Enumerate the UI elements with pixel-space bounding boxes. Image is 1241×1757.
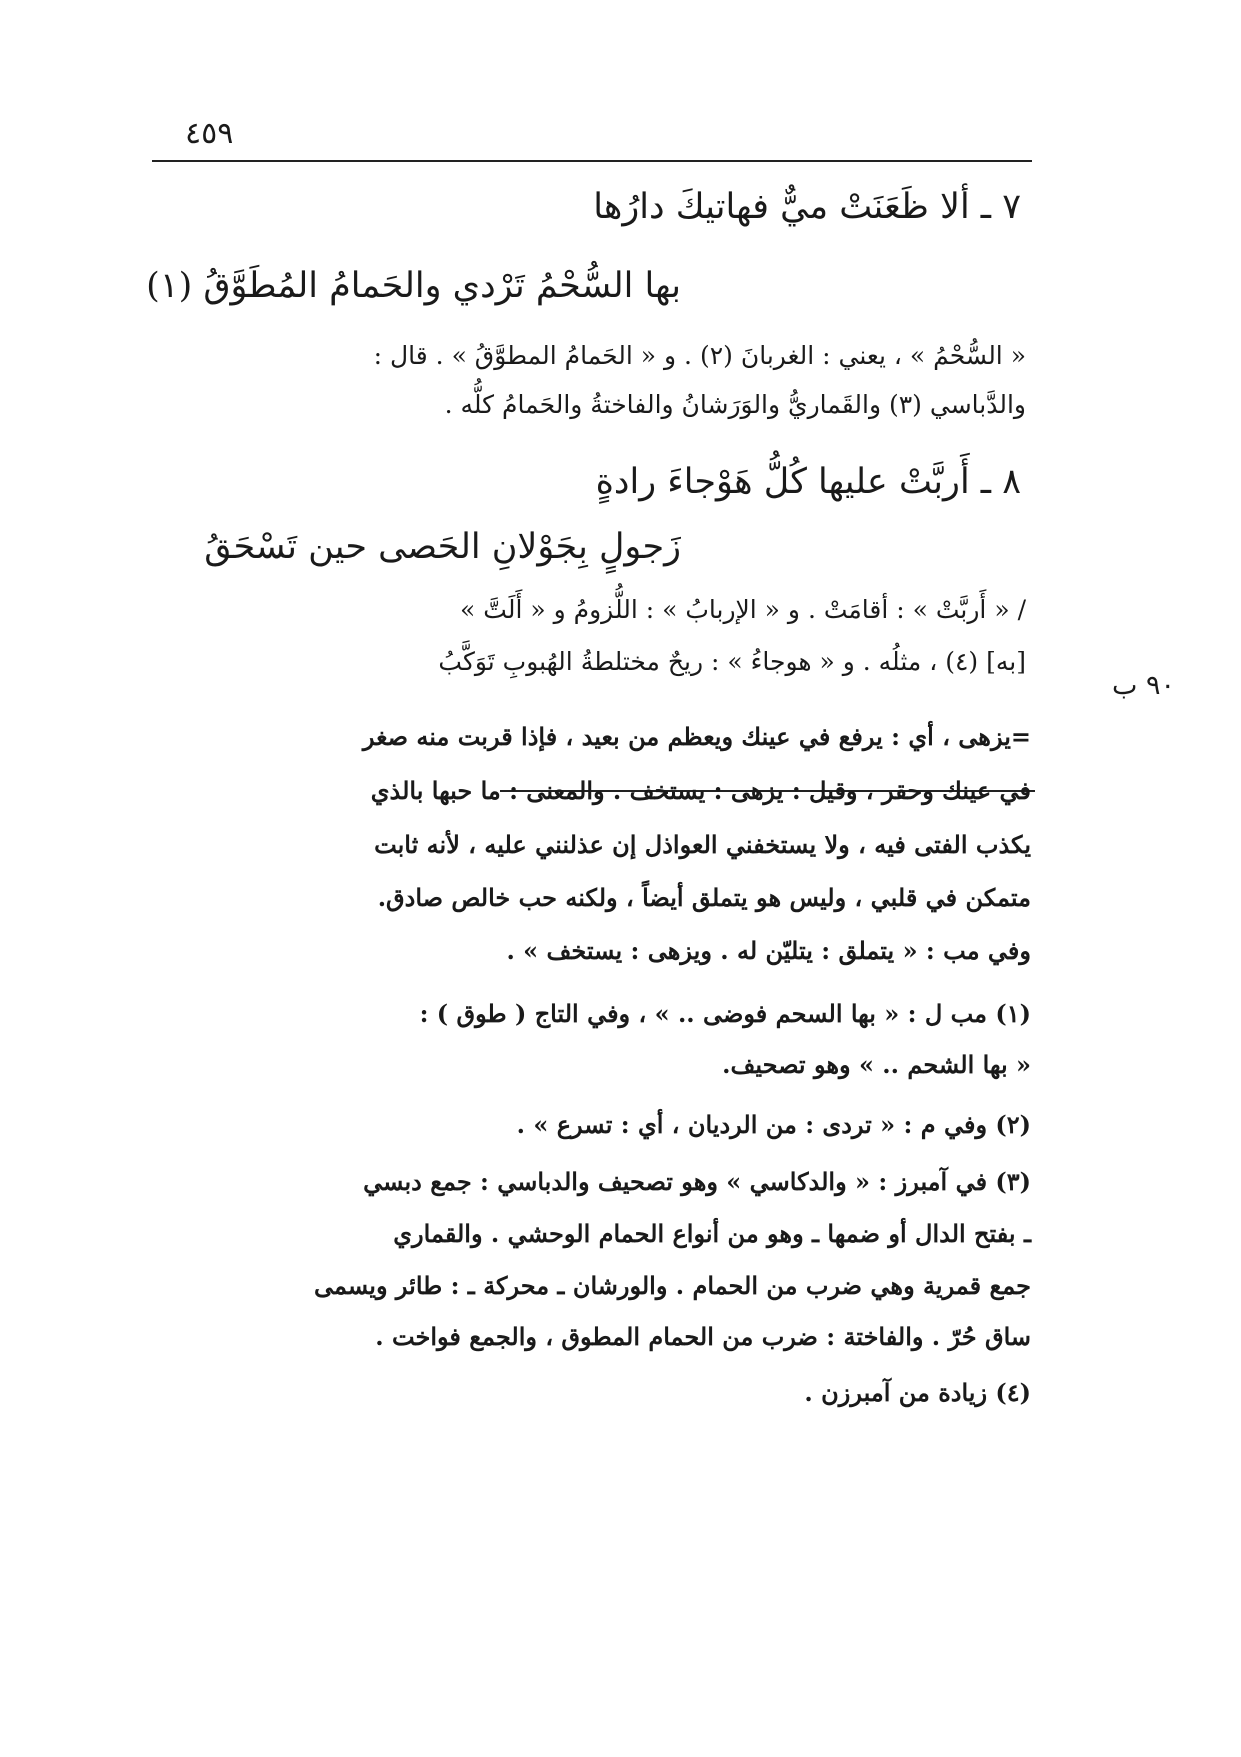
footnote-1-line-1: (١) مب ل : « بها السحم فوضى .. » ، وفي التاج ( طوق ) :	[419, 999, 1031, 1028]
footnote-3-line-2: ـ بفتح الدال أو ضمها ـ وهو من أنواع الحمام الوحشي . والقماري	[393, 1219, 1031, 1248]
verse-8-second-hemistich: زَجولٍ بِجَوْلانِ الحَصى حين تَسْحَقُ	[204, 527, 681, 567]
verse-8-first-hemistich: ٨ ـ أَربَّتْ عليها كُلُّ هَوْجاءَ رادةٍ	[595, 462, 1021, 502]
footnote-3-line-4: ساق حُرّ . والفاختة : ضرب من الحمام المطوق ، والجمع فواخت .	[375, 1322, 1031, 1351]
footnote-continuation-line-2: في عينك وحقر ، وقيل : يزهى : يستخف . والمعنى : ما حبها بالذي	[370, 776, 1031, 805]
commentary-verse-7-line-2: والدَّباسي (٣) والقَماريُّ والوَرَشانُ والفاختةُ والحَمامُ كلُّه .	[444, 390, 1026, 419]
footnote-continuation-line-5: وفي مب : « يتملق : يتليّن له . ويزهى : يستخف » .	[506, 936, 1031, 965]
footnote-continuation-line-1: =يزهى ، أي : يرفع في عينك ويعظم من بعيد ، فإذا قربت منه صغر	[362, 722, 1031, 751]
footnote-3-line-1: (٣) في آمبرز : « والدكاسي » وهو تصحيف والدباسي : جمع دبسي	[363, 1167, 1031, 1196]
footnote-continuation-line-4: متمكن في قلبي ، وليس هو يتملق أيضاً ، ولكنه حب خالص صادق.	[377, 883, 1031, 912]
footnote-1-line-2: « بها الشحم .. » وهو تصحيف.	[722, 1050, 1031, 1079]
header-rule	[152, 160, 1032, 162]
footnote-3-line-3: جمع قمرية وهي ضرب من الحمام . والورشان ـ محركة ـ : طائر ويسمى	[313, 1271, 1031, 1300]
verse-7-second-hemistich: بها السُّحْمُ تَرْدي والحَمامُ المُطَوَّقُ (١)	[146, 266, 681, 306]
footnote-continuation-line-3: يكذب الفتى فيه ، ولا يستخفني العواذل إن عذلنني عليه ، لأنه ثابت	[374, 830, 1031, 859]
verse-7-first-hemistich: ٧ ـ ألا ظَعَنَتْ ميٌّ فهاتيكَ دارُها	[593, 187, 1021, 227]
commentary-verse-8-line-2: [به] (٤) ، مثلُه . و « هوجاءُ » : ريحٌ مختلطةُ الهُبوبِ تَوَكَّبُ	[438, 647, 1026, 676]
commentary-verse-7-line-1: « السُّحْمُ » ، يعني : الغربانَ (٢) . و « الحَمامُ المطوَّقُ » . قال :	[373, 341, 1026, 370]
margin-folio-note: ٩٠ ب	[1111, 670, 1175, 701]
footnote-2: (٢) وفي م : « تردى : من الرديان ، أي : تسرع » .	[516, 1110, 1031, 1139]
page-number: ٤٥٩	[185, 116, 234, 151]
footnote-4: (٤) زيادة من آمبرزن .	[804, 1378, 1031, 1407]
commentary-verse-8-line-1: / « أَربَّتْ » : أقامَتْ . و « الإربابُ » : اللُّزومُ و « أَلَتَّ »	[460, 595, 1026, 624]
